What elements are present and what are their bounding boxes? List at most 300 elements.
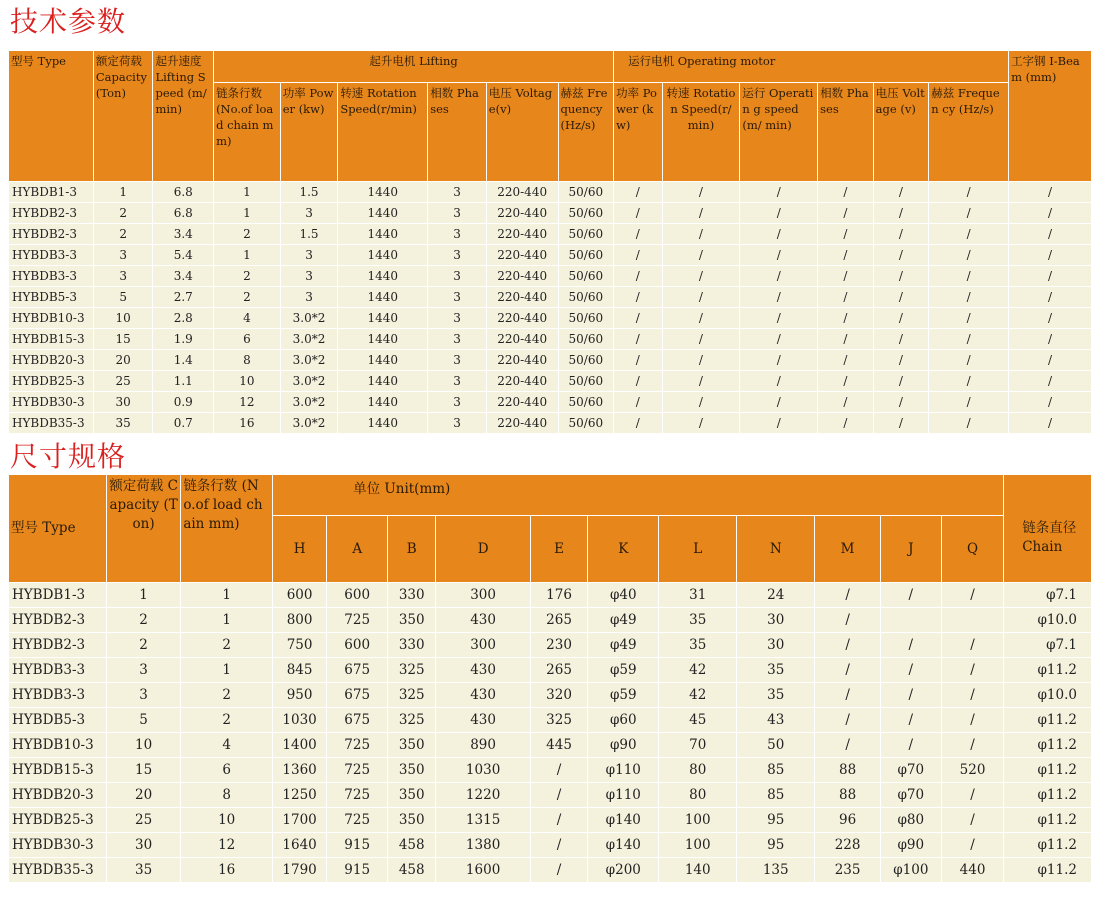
table-row [9,683,1091,707]
header-operating-motor: 运行电机 Operating motor [614,51,1008,82]
table-cell: 1 [214,245,280,265]
table-cell: 176 [531,583,587,607]
table-cell: / [1009,308,1091,328]
table-cell: 10 [94,308,153,328]
table-cell: 1400 [273,733,326,757]
table-cell: 140 [659,858,735,882]
table-cell: 3 [94,266,153,286]
table-cell: 1440 [338,350,427,370]
table-cell: 3 [428,245,486,265]
table-cell: / [614,308,661,328]
table-cell: 24 [737,583,815,607]
table-cell: 1 [181,583,272,607]
table-cell: / [818,266,873,286]
table-cell: / [942,583,1003,607]
table-row [9,833,1091,857]
table-cell: 325 [388,683,435,707]
table-cell: φ100 [881,858,941,882]
table-cell: 3.0*2 [281,308,338,328]
table-cell: 35 [94,413,153,433]
table-cell: 6 [214,329,280,349]
table-cell: 6.8 [153,182,213,202]
table-cell: 2 [181,683,272,707]
table-cell: 35 [659,608,735,632]
table-cell: 50/60 [559,245,614,265]
table-cell: 30 [107,833,180,857]
table-cell: 800 [273,608,326,632]
table-cell: / [818,329,873,349]
table-cell: / [1009,413,1091,433]
table-cell: 3 [94,245,153,265]
table-cell: 3 [428,182,486,202]
table-cell: / [815,658,879,682]
table-cell: / [663,413,740,433]
table-cell: / [874,350,929,370]
table-cell: φ11.2 [1004,808,1091,832]
table-cell: / [740,329,817,349]
table-cell: 30 [94,392,153,412]
dim-header-type: 型号 Type [9,475,106,582]
table-row [9,733,1091,757]
table-cell: / [815,733,879,757]
model-cell: HYBDB15-3 [9,329,93,349]
table-cell: 135 [737,858,815,882]
dimensions-title: 尺寸规格 [10,440,127,473]
table-cell: / [740,371,817,391]
model-cell: HYBDB3-3 [9,683,106,707]
table-cell: 220-440 [487,392,558,412]
table-cell: / [942,633,1003,657]
table-cell: / [740,224,817,244]
table-cell: / [929,392,1008,412]
table-cell: 1440 [338,308,427,328]
table-cell: / [614,392,661,412]
table-cell: 220-440 [487,413,558,433]
tech-params-table [8,50,1092,434]
table-cell: 4 [181,733,272,757]
table-cell: 1.4 [153,350,213,370]
table-cell: 1440 [338,392,427,412]
header-lifting-speed: 起升速度 Lifting Speed (m/min) [153,51,213,181]
table-cell [881,608,941,632]
table-cell: / [740,245,817,265]
table-cell: φ11.2 [1004,708,1091,732]
table-cell: 1600 [436,858,530,882]
table-cell: 1.1 [153,371,213,391]
header-frequency: 赫兹 Frequency (Hz/s) [559,83,614,181]
table-cell: / [740,287,817,307]
table-cell: 220-440 [487,182,558,202]
table-cell: 3 [428,392,486,412]
table-row [9,392,1091,412]
model-cell: HYBDB3-3 [9,658,106,682]
model-cell: HYBDB2-3 [9,203,93,223]
table-cell: 1.9 [153,329,213,349]
table-cell: / [740,182,817,202]
table-cell: 300 [436,633,530,657]
table-cell: / [942,733,1003,757]
table-cell: 35 [737,683,815,707]
header-chain-rows: 链条行数 (No.of load chain mm) [214,83,280,181]
table-cell: 15 [107,758,180,782]
table-cell: 0.9 [153,392,213,412]
table-cell: / [815,608,879,632]
table-row [9,350,1091,370]
table-cell: / [663,350,740,370]
table-cell: 458 [388,833,435,857]
dimensions-body [9,583,1091,882]
table-cell: 5.4 [153,245,213,265]
table-row [9,658,1091,682]
table-cell: 3.0*2 [281,371,338,391]
table-cell: / [531,833,587,857]
table-cell: 675 [327,658,387,682]
table-cell: / [881,683,941,707]
table-cell: φ11.2 [1004,858,1091,882]
table-cell: 50/60 [559,329,614,349]
table-cell: / [663,245,740,265]
model-cell: HYBDB20-3 [9,350,93,370]
table-cell: 220-440 [487,245,558,265]
table-cell: / [818,392,873,412]
header-op-voltage: 电压 Voltage (v) [874,83,929,181]
table-row [9,308,1091,328]
table-cell: 2 [107,633,180,657]
table-cell: 1030 [273,708,326,732]
table-cell: 230 [531,633,587,657]
table-cell: / [614,266,661,286]
table-cell: 220-440 [487,266,558,286]
table-cell: 1.5 [281,182,338,202]
table-cell: φ110 [588,758,658,782]
table-cell: 890 [436,733,530,757]
table-row [9,758,1091,782]
model-cell: HYBDB15-3 [9,758,106,782]
table-cell: 300 [436,583,530,607]
table-cell: / [929,350,1008,370]
table-cell: 950 [273,683,326,707]
dim-col-k: K [588,516,658,582]
table-cell: 1 [94,182,153,202]
table-cell: 3 [428,308,486,328]
model-cell: HYBDB1-3 [9,182,93,202]
table-cell: / [663,224,740,244]
table-cell: 3 [107,683,180,707]
table-cell: 3.0*2 [281,350,338,370]
table-cell: φ90 [588,733,658,757]
table-cell: 1440 [338,371,427,391]
table-cell: / [874,329,929,349]
table-cell: / [874,413,929,433]
table-row [9,245,1091,265]
table-row [9,708,1091,732]
table-cell: 42 [659,658,735,682]
header-op-power: 功率 Power (kw) [614,83,661,181]
table-cell: 1440 [338,182,427,202]
table-cell: 430 [436,683,530,707]
table-cell: 350 [388,608,435,632]
table-cell: / [874,224,929,244]
table-cell: φ40 [588,583,658,607]
table-cell: 1380 [436,833,530,857]
table-cell: 1250 [273,783,326,807]
table-cell: 2 [94,224,153,244]
table-cell: 30 [737,633,815,657]
table-cell: 3 [428,329,486,349]
table-cell: 600 [273,583,326,607]
table-cell: 80 [659,758,735,782]
table-cell: 440 [942,858,1003,882]
table-cell: φ11.2 [1004,758,1091,782]
table-cell: / [942,808,1003,832]
table-cell: 430 [436,658,530,682]
table-cell: / [929,371,1008,391]
table-cell: 96 [815,808,879,832]
table-cell: / [740,266,817,286]
header-ibeam: 工字钢 I-Beam (mm) [1009,51,1091,181]
table-cell: φ70 [881,783,941,807]
model-cell: HYBDB5-3 [9,708,106,732]
table-cell: φ10.0 [1004,683,1091,707]
table-cell: 80 [659,783,735,807]
table-cell: 3 [281,266,338,286]
table-cell: / [942,708,1003,732]
table-cell: / [614,203,661,223]
table-cell: 12 [181,833,272,857]
header-op-phases: 相数 Phases [818,83,873,181]
table-cell: 3.0*2 [281,392,338,412]
table-cell: 50/60 [559,350,614,370]
table-row [9,329,1091,349]
table-cell: / [663,329,740,349]
table-cell: 20 [107,783,180,807]
header-lifting-motor: 起升电机 Lifting [214,51,613,82]
table-cell: / [942,833,1003,857]
table-row [9,203,1091,223]
table-row [9,858,1091,882]
table-cell: / [663,287,740,307]
table-cell: 10 [107,733,180,757]
table-cell: 1220 [436,783,530,807]
table-cell: 220-440 [487,371,558,391]
table-cell: / [874,245,929,265]
table-cell: / [874,182,929,202]
table-cell: / [663,266,740,286]
table-cell: 1700 [273,808,326,832]
table-cell: 1.5 [281,224,338,244]
table-cell: / [663,182,740,202]
table-cell: 50/60 [559,308,614,328]
table-cell: 2 [181,633,272,657]
table-cell: 600 [327,583,387,607]
table-cell: 95 [737,808,815,832]
table-cell [942,608,1003,632]
table-cell: 85 [737,758,815,782]
table-cell: / [818,203,873,223]
table-cell: 85 [737,783,815,807]
table-cell: 3 [281,245,338,265]
table-cell: 50/60 [559,413,614,433]
table-cell: / [929,413,1008,433]
table-cell: 88 [815,758,879,782]
table-cell: / [818,413,873,433]
model-cell: HYBDB10-3 [9,733,106,757]
table-cell: 220-440 [487,224,558,244]
table-cell: 330 [388,633,435,657]
table-cell: φ90 [881,833,941,857]
model-cell: HYBDB2-3 [9,608,106,632]
table-cell: 350 [388,733,435,757]
model-cell: HYBDB2-3 [9,633,106,657]
table-cell: 3 [428,266,486,286]
dim-header-chain-rows: 链条行数 (No.of load chain mm) [181,475,272,582]
table-cell: 3 [281,287,338,307]
dim-header-unit: 单位 Unit(mm) [273,475,1003,515]
model-cell: HYBDB30-3 [9,833,106,857]
table-row [9,808,1091,832]
table-cell: 100 [659,833,735,857]
table-cell: φ70 [881,758,941,782]
table-cell: 325 [388,708,435,732]
table-cell: φ110 [588,783,658,807]
table-cell: 12 [214,392,280,412]
model-cell: HYBDB30-3 [9,392,93,412]
table-cell: 2.8 [153,308,213,328]
table-cell: / [815,633,879,657]
dim-col-l: L [659,516,735,582]
table-cell: / [1009,329,1091,349]
table-cell: / [614,245,661,265]
model-cell: HYBDB3-3 [9,266,93,286]
table-cell: 220-440 [487,329,558,349]
table-cell: / [614,287,661,307]
table-cell: 1 [107,583,180,607]
table-cell: / [881,658,941,682]
tech-params-title: 技术参数 [10,5,127,38]
table-cell: 1790 [273,858,326,882]
table-cell: 1440 [338,287,427,307]
dim-col-h: H [273,516,326,582]
table-cell: 2 [94,203,153,223]
table-cell: / [740,203,817,223]
table-cell: 350 [388,783,435,807]
dim-col-b: B [388,516,435,582]
table-cell: / [1009,287,1091,307]
dim-col-q: Q [942,516,1003,582]
table-cell: / [942,783,1003,807]
table-cell: / [818,287,873,307]
table-cell: / [614,413,661,433]
table-cell: 445 [531,733,587,757]
table-cell: / [874,266,929,286]
table-cell: 4 [214,308,280,328]
table-cell: / [614,371,661,391]
table-cell: 1640 [273,833,326,857]
table-cell: / [818,350,873,370]
table-cell: 350 [388,808,435,832]
model-cell: HYBDB35-3 [9,858,106,882]
table-cell: / [614,224,661,244]
table-cell: / [1009,371,1091,391]
table-cell: 725 [327,733,387,757]
table-cell: / [929,329,1008,349]
table-cell: / [663,392,740,412]
table-cell: / [815,583,879,607]
table-cell: / [874,392,929,412]
table-cell: 2 [107,608,180,632]
table-cell: 2 [214,287,280,307]
table-cell: 1 [181,658,272,682]
table-cell: / [818,224,873,244]
table-cell: 220-440 [487,308,558,328]
table-cell: 265 [531,608,587,632]
table-cell: / [929,308,1008,328]
table-cell: 220-440 [487,203,558,223]
dim-col-e: E [531,516,587,582]
table-cell: 725 [327,783,387,807]
table-cell: / [740,308,817,328]
table-cell: 520 [942,758,1003,782]
table-cell: φ11.2 [1004,833,1091,857]
table-cell: φ11.2 [1004,783,1091,807]
table-cell: 325 [531,708,587,732]
table-row [9,633,1091,657]
header-phases: 相数 Phases [428,83,486,181]
table-cell: φ60 [588,708,658,732]
table-cell: 675 [327,683,387,707]
table-cell: 6 [181,758,272,782]
table-cell: / [881,583,941,607]
table-cell: / [929,203,1008,223]
table-cell: 16 [214,413,280,433]
table-cell: 3 [428,287,486,307]
table-cell: / [881,708,941,732]
table-cell: 458 [388,858,435,882]
table-cell: / [874,203,929,223]
dim-col-a: A [327,516,387,582]
table-cell: φ11.2 [1004,658,1091,682]
model-cell: HYBDB2-3 [9,224,93,244]
table-cell: 600 [327,633,387,657]
table-cell: 1030 [436,758,530,782]
table-cell: 350 [388,758,435,782]
table-cell: φ59 [588,683,658,707]
header-op-speed: 运行 Operatin g speed(m/ min) [740,83,817,181]
table-row [9,783,1091,807]
table-cell: 430 [436,708,530,732]
table-cell: / [531,858,587,882]
model-cell: HYBDB25-3 [9,371,93,391]
table-cell: φ49 [588,608,658,632]
table-cell: / [929,245,1008,265]
table-cell: / [818,371,873,391]
table-cell: / [1009,224,1091,244]
table-row [9,224,1091,244]
table-cell: 50/60 [559,287,614,307]
model-cell: HYBDB3-3 [9,245,93,265]
header-rotation: 转速 Rotation Speed(r/min) [338,83,427,181]
table-cell: 750 [273,633,326,657]
model-cell: HYBDB5-3 [9,287,93,307]
table-cell: 915 [327,833,387,857]
table-cell: 2 [214,224,280,244]
table-cell: 1360 [273,758,326,782]
table-row [9,371,1091,391]
header-op-rotation: 转速 Rotation Speed(r/ min) [663,83,740,181]
table-cell: / [942,683,1003,707]
table-cell: φ11.2 [1004,733,1091,757]
model-cell: HYBDB10-3 [9,308,93,328]
